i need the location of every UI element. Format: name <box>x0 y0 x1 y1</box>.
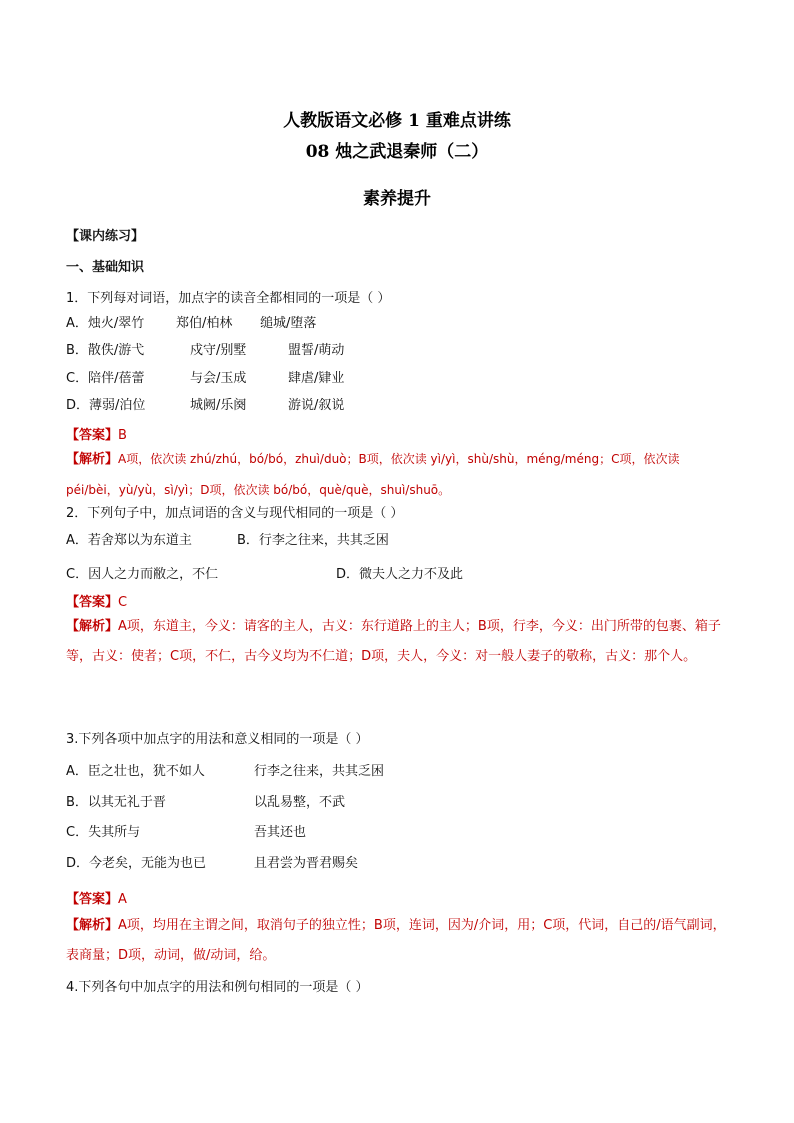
q3-analysis-text: A项，均用在主谓之间，取消句子的独立性；B项，连词，因为/介词，用；C项，代词，自己的/语气副词，表商量；D项，动词，做/动词，给。 <box>66 918 726 963</box>
q1-analysis-text: A项，依次读 zhú/zhú，bó/bó，zhuì/duò；B项，依次读 yì/yì，shù/shù，méng/méng；C项，依次读 péi/bèi，yù/yù，sì/yì；D项，依次读 bó/bó，què/què，shuì/shuō。 <box>66 452 680 497</box>
q3-answer-label: 【答案】 <box>66 892 119 907</box>
q3-option-c-1: C．失其所与 <box>66 825 141 840</box>
q1-option-d-3: 游说/叙说 <box>288 398 345 413</box>
q1-analysis <box>66 444 731 505</box>
q1-option-b-1: B．散佚/游弋 <box>66 343 145 358</box>
q2-answer-label: 【答案】 <box>66 595 119 610</box>
q2-analysis-label: 【解析】 <box>66 619 119 634</box>
q4-stem: 4.下列各句中加点字的用法和例句相同的一项是（ ） <box>66 980 369 995</box>
section-heading: 素养提升 <box>363 189 431 209</box>
q2-answer <box>66 591 127 610</box>
q2-stem: 2．下列句子中，加点词语的含义与现代相同的一项是（ ） <box>66 506 404 521</box>
q1-option-c <box>66 370 345 388</box>
q3-analysis <box>66 911 731 971</box>
q2-answer-value: C <box>118 595 128 610</box>
q2-analysis-text: A项，东道主，今义：请客的主人，古义：东行道路上的主人；B项，行李，今义：出门所带的包裹、箱子等，古义：使者；C项，不仁，古今义均为不仁道；D项，夫人，今义：对一般人妻子的敬称，古义：那个人。 <box>66 619 721 664</box>
q3-option-b <box>66 794 346 812</box>
q1-option-c-3: 肆虐/肄业 <box>288 371 345 386</box>
q1-option-a-3: 缒城/堕落 <box>260 316 317 331</box>
q1-analysis-label: 【解析】 <box>66 452 119 467</box>
q3-option-d-2: 且君尝为晋君赐矣 <box>254 856 359 871</box>
section-label-in-class: 【课内练习】 <box>66 229 145 244</box>
q3-option-a-2: 行李之往来，共其乏困 <box>254 764 385 779</box>
q3-option-d <box>66 855 359 873</box>
q3-option-c <box>66 824 307 842</box>
lesson-title: 08 烛之武退秦师（二） <box>305 142 489 162</box>
section-label-basics: 一、基础知识 <box>66 260 145 275</box>
q2-option-d: D．微夫人之力不及此 <box>336 567 464 582</box>
q1-stem: 1．下列每对词语，加点字的读音全都相同的一项是（ ） <box>66 291 391 306</box>
q1-option-a-1: A．烛火/翠竹 <box>66 316 145 331</box>
q1-answer-value: B <box>118 428 127 443</box>
q3-option-a-1: A．臣之壮也，犹不如人 <box>66 764 205 779</box>
q1-option-a-2: 郑伯/柏林 <box>176 316 233 331</box>
q1-option-a <box>66 315 317 333</box>
document-title: 人教版语文必修 1 重难点讲练 <box>283 111 511 131</box>
q3-option-d-1: D．今老矣，无能为也已 <box>66 856 207 871</box>
q3-answer <box>66 888 127 907</box>
q3-option-b-2: 以乱易整，不武 <box>254 795 346 810</box>
q2-option-a: A．若舍郑以为东道主 <box>66 533 192 548</box>
q3-option-a <box>66 763 385 781</box>
q1-option-c-1: C．陪伴/蓓蕾 <box>66 371 145 386</box>
q1-option-d-1: D．薄弱/泊位 <box>66 398 146 413</box>
q2-option-c: C．因人之力而敝之，不仁 <box>66 567 219 582</box>
q2-option-b: B．行李之往来，共其乏困 <box>237 533 389 548</box>
q2-analysis <box>66 612 731 672</box>
q1-option-d-2: 城阙/乐阕 <box>190 398 247 413</box>
q3-answer-value: A <box>118 892 127 907</box>
q3-stem: 3.下列各项中加点字的用法和意义相同的一项是（ ） <box>66 732 369 747</box>
q1-option-b-2: 戍守/别墅 <box>190 343 247 358</box>
q3-option-c-2: 吾其还也 <box>254 825 307 840</box>
q3-analysis-label: 【解析】 <box>66 918 119 933</box>
q1-option-d <box>66 397 345 415</box>
q1-option-b <box>66 342 345 360</box>
q1-option-b-3: 盟誓/萌动 <box>288 343 345 358</box>
q1-answer <box>66 424 127 443</box>
q1-answer-label: 【答案】 <box>66 428 119 443</box>
q3-option-b-1: B．以其无礼于晋 <box>66 795 166 810</box>
q1-option-c-2: 与会/玉成 <box>190 371 247 386</box>
